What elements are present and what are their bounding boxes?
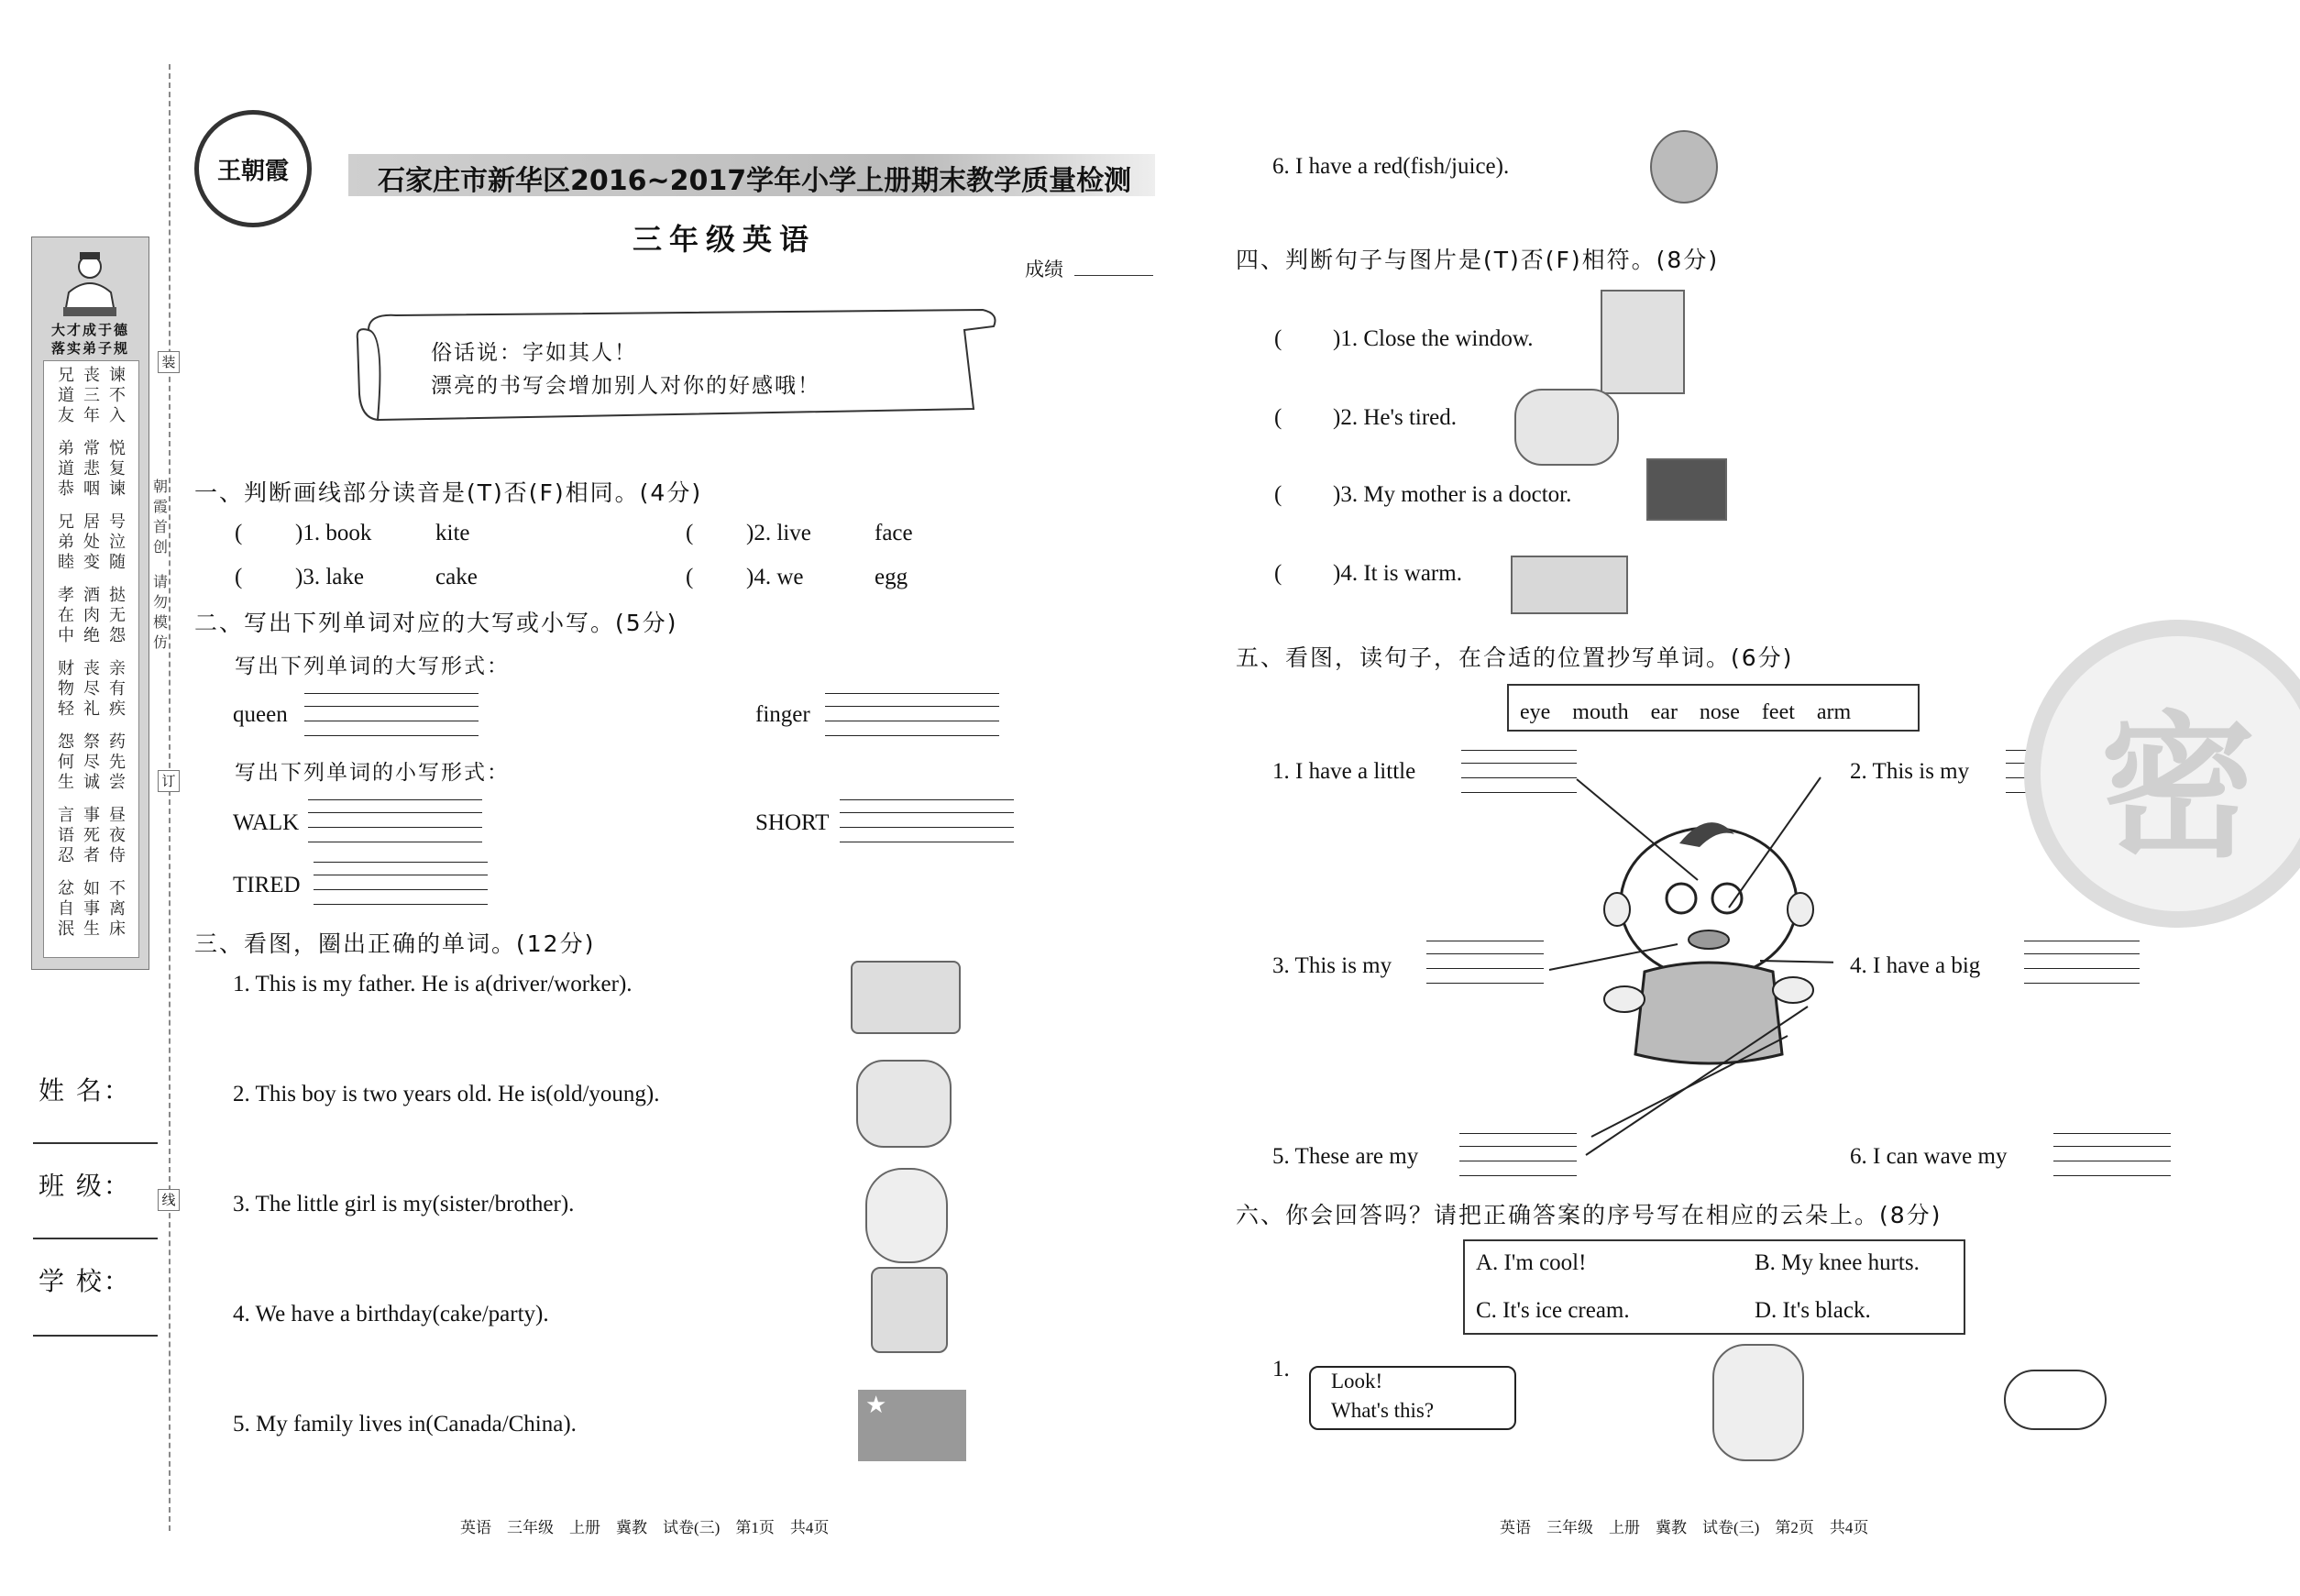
poem-column: 不离床 — [109, 879, 126, 939]
poem-column: 挞无怨 — [109, 586, 126, 645]
speech-bubble-line-1: Look! — [1331, 1370, 1383, 1392]
school-label: 学 校： — [39, 1266, 131, 1296]
s1-item-2-pair: face — [875, 521, 913, 545]
poem-column: 昼夜侍 — [109, 806, 126, 865]
poem-column: 谏不入 — [109, 366, 126, 425]
s4-paren-1: ( — [1274, 326, 1282, 351]
poem-column: 号泣随 — [109, 512, 126, 572]
s3-item-1: 1. This is my father. He is a(driver/worker). — [233, 972, 633, 996]
s1-item-3-pair: cake — [435, 565, 478, 589]
binding-dashed-line — [169, 64, 171, 1531]
s1-item-1: )1. book — [295, 521, 372, 545]
s4-item-2: )2. He's tired. — [1333, 405, 1458, 430]
poem-column: 事死者 — [83, 806, 100, 865]
right-footer: 英语 三年级 上册 冀教 试卷(三) 第2页 共4页 — [1500, 1519, 1869, 1536]
s5-item-2: 2. This is my — [1850, 759, 1970, 784]
poem-column: 怨何生 — [58, 732, 74, 792]
poem-column: 祭尽诚 — [83, 732, 100, 792]
poem-column: 言语忍 — [58, 806, 74, 865]
section2-heading: 二、写出下列单词对应的大写或小写。(5分) — [194, 610, 678, 636]
class-label: 班 级： — [39, 1171, 131, 1201]
s2-writing-lines-walk[interactable] — [308, 799, 482, 843]
s2-word-queen: queen — [233, 702, 288, 727]
poem-column: 如事生 — [83, 879, 100, 939]
fold-mark-2: 订 — [158, 770, 180, 792]
score-label: 成绩 — [1025, 259, 1063, 281]
name-field[interactable] — [33, 1142, 158, 1144]
baby-boy-picture — [856, 1060, 952, 1148]
s2-word-short: SHORT — [755, 810, 830, 835]
motto-line-1: 俗话说：字如其人！ — [431, 341, 637, 364]
tired-boy-picture — [1514, 389, 1619, 466]
poem-column: 亲有疾 — [109, 659, 126, 719]
poem-column: 兄道友 — [58, 366, 74, 425]
s2-word-finger: finger — [755, 702, 810, 727]
s4-paren-3: ( — [1274, 482, 1282, 507]
s2-word-tired: TIRED — [233, 873, 301, 897]
sidebar-slogan-1: 大才成于德 — [50, 322, 129, 338]
flag-star-icon: ★ — [865, 1392, 887, 1419]
s3-item-3: 3. The little girl is my(sister/brother). — [233, 1192, 575, 1216]
s5-item-1: 1. I have a little — [1272, 759, 1416, 784]
section5-heading: 五、看图，读句子，在合适的位置抄写单词。(6分) — [1236, 644, 1794, 671]
poem-columns — [43, 366, 138, 952]
poem-column: 酒肉绝 — [83, 586, 100, 645]
s5-lines-3[interactable] — [1426, 941, 1544, 985]
girl-ice-cream-picture — [1712, 1344, 1804, 1461]
s2-word-walk: WALK — [233, 810, 300, 835]
birthday-cake-picture — [871, 1267, 948, 1353]
china-flag-picture — [858, 1390, 966, 1461]
school-field[interactable] — [33, 1335, 158, 1337]
s2-writing-lines-finger[interactable] — [825, 693, 999, 737]
poem-column: 财物轻 — [58, 659, 74, 719]
s1-item-2: )2. live — [746, 521, 811, 545]
poem-column: 丧尽礼 — [83, 659, 100, 719]
little-girl-picture — [865, 1168, 948, 1263]
brand-logo-text: 王朝霞 — [216, 157, 289, 184]
s2-upper-prompt: 写出下列单词的大写形式： — [235, 655, 510, 678]
fold-mark-3: 线 — [158, 1189, 180, 1211]
poem-column: 居处变 — [83, 512, 100, 572]
poem-column: 药先尝 — [109, 732, 126, 792]
pointer-lines — [1540, 770, 1833, 1173]
s4-paren-4: ( — [1274, 561, 1282, 586]
notice-col-2: 请勿模仿 — [152, 573, 168, 651]
driver-picture — [851, 961, 961, 1034]
poem-column: 丧三年 — [83, 366, 100, 425]
sidebar-panel — [31, 237, 149, 970]
s6-option-a: A. I'm cool! — [1476, 1250, 1587, 1275]
section3-heading: 三、看图，圈出正确的单词。(12分) — [194, 930, 596, 957]
s5-wordbank: eye mouth ear nose feet arm — [1520, 700, 1852, 724]
poem-column: 忿自泯 — [58, 879, 74, 939]
s5-item-6: 6. I can wave my — [1850, 1144, 2008, 1169]
s1-paren-2: ( — [686, 521, 694, 545]
s4-item-4: )4. It is warm. — [1333, 561, 1462, 586]
fish-picture — [1650, 130, 1718, 204]
exam-title: 石家庄市新华区2016~2017学年小学上册期末教学质量检测 — [378, 165, 1132, 197]
s2-writing-lines-short[interactable] — [840, 799, 1014, 843]
s5-lines-4[interactable] — [2024, 941, 2140, 985]
brand-logo — [194, 110, 312, 227]
left-footer: 英语 三年级 上册 冀教 试卷(三) 第1页 共4页 — [460, 1519, 830, 1536]
s6-option-d: D. It's black. — [1755, 1298, 1871, 1323]
poem-column: 兄弟睦 — [58, 512, 74, 572]
s3-item-6: 6. I have a red(fish/juice). — [1272, 154, 1510, 179]
poem-column: 悦复谏 — [109, 439, 126, 499]
speech-bubble-line-2: What's this? — [1331, 1399, 1435, 1422]
s6-option-b: B. My knee hurts. — [1755, 1250, 1920, 1275]
window-picture — [1601, 290, 1685, 394]
section6-heading: 六、你会回答吗？请把正确答案的序号写在相应的云朵上。(8分) — [1236, 1202, 1942, 1228]
s3-item-5: 5. My family lives in(Canada/China). — [233, 1412, 577, 1436]
landscape-picture — [1511, 556, 1628, 614]
poem-column: 常悲咽 — [83, 439, 100, 499]
teacher-picture — [1646, 458, 1727, 521]
s1-item-1-pair: kite — [435, 521, 470, 545]
watermark-glyph: 密 — [2099, 697, 2256, 879]
answer-cloud-1[interactable] — [2004, 1370, 2107, 1430]
fold-mark-1: 装 — [158, 351, 180, 373]
s2-lower-prompt: 写出下列单词的小写形式： — [235, 761, 510, 785]
s1-item-4-pair: egg — [875, 565, 908, 589]
sidebar-slogan-2: 落实弟子规 — [50, 340, 129, 357]
s2-writing-lines-tired[interactable] — [314, 862, 488, 906]
s6-question-1-number: 1. — [1272, 1357, 1290, 1381]
s4-item-3: )3. My mother is a doctor. — [1333, 482, 1572, 507]
notice-col-1: 朝霞首创 — [152, 478, 168, 556]
s1-paren-1: ( — [235, 521, 243, 545]
s1-item-3: )3. lake — [295, 565, 364, 589]
s4-item-1: )1. Close the window. — [1333, 326, 1534, 351]
motto-line-2: 漂亮的书写会增加别人对你的好感哦！ — [431, 374, 820, 397]
s2-writing-lines-queen[interactable] — [304, 693, 479, 737]
s4-paren-2: ( — [1274, 405, 1282, 430]
poem-column: 孝在中 — [58, 586, 74, 645]
secret-watermark — [2024, 620, 2300, 928]
score-field[interactable] — [1074, 275, 1153, 276]
exam-subtitle: 三年级英语 — [633, 222, 817, 257]
s1-item-4: )4. we — [746, 565, 804, 589]
scholar-figure — [60, 247, 120, 320]
s6-option-c: C. It's ice cream. — [1476, 1298, 1630, 1323]
s3-item-2: 2. This boy is two years old. He is(old/young). — [233, 1082, 660, 1106]
section1-heading: 一、判断画线部分读音是(T)否(F)相同。(4分) — [194, 479, 703, 506]
poem-column: 弟道恭 — [58, 439, 74, 499]
s5-lines-6[interactable] — [2053, 1133, 2171, 1177]
s5-item-4: 4. I have a big — [1850, 953, 1981, 978]
name-label: 姓 名： — [39, 1075, 131, 1106]
s5-item-3: 3. This is my — [1272, 953, 1392, 978]
s3-item-4: 4. We have a birthday(cake/party). — [233, 1302, 549, 1326]
section4-heading: 四、判断句子与图片是(T)否(F)相符。(8分) — [1236, 247, 1720, 273]
s5-item-5: 5. These are my — [1272, 1144, 1419, 1169]
s1-paren-4: ( — [686, 565, 694, 589]
s1-paren-3: ( — [235, 565, 243, 589]
class-field[interactable] — [33, 1238, 158, 1239]
